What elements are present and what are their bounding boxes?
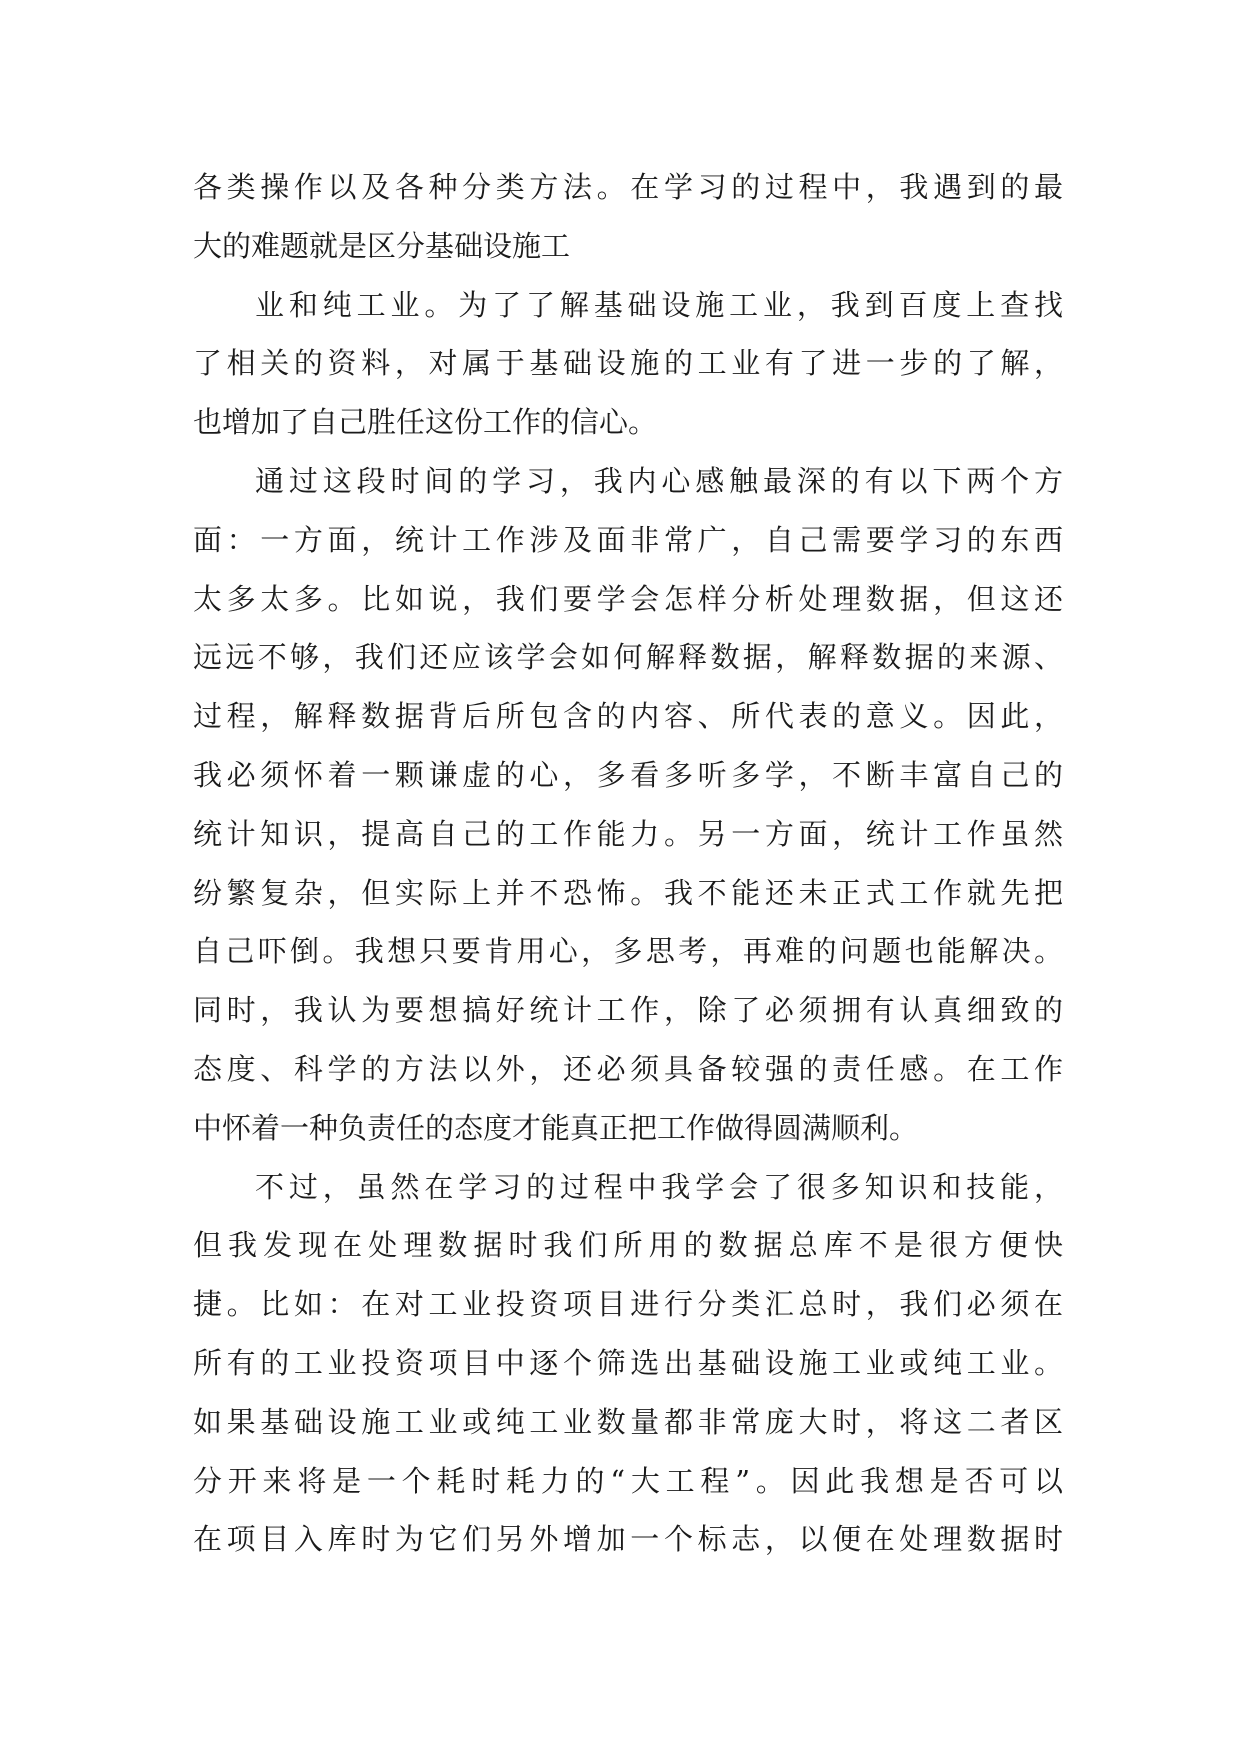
paragraph [193, 158, 1063, 276]
text-line: 如果基础设施工业或纯工业数量都非常庞大时，将这二者区 [193, 1404, 1063, 1439]
text-line: 各类操作以及各种分类方法。在学习的过程中，我遇到的最 [193, 170, 1063, 204]
text-line: 分开来将是一个耗时耗力的“大工程”。因此我想是否可以 [193, 1463, 1063, 1498]
text-line: 太多太多。比如说，我们要学会怎样分析处理数据，但这还 [193, 581, 1063, 616]
paragraph [193, 276, 1063, 452]
paragraph [193, 452, 1063, 1158]
text-line: 自己吓倒。我想只要肯用心，多思考，再难的问题也能解决。 [193, 934, 1063, 969]
text-line: 业和纯工业。为了了解基础设施工业，我到百度上查找 [255, 287, 1063, 322]
text-line: 纷繁复杂，但实际上并不恐怖。我不能还未正式工作就先把 [193, 875, 1063, 910]
text-line: 远远不够，我们还应该学会如何解释数据，解释数据的来源、 [193, 640, 1063, 675]
text-line: 我必须怀着一颗谦虚的心，多看多听多学，不断丰富自己的 [193, 757, 1063, 792]
text-line: 通过这段时间的学习，我内心感触最深的有以下两个方 [255, 463, 1063, 498]
text-line: 过程，解释数据背后所包含的内容、所代表的意义。因此， [193, 699, 1063, 734]
text-line: 态度、科学的方法以外，还必须具备较强的责任感。在工作 [193, 1051, 1063, 1086]
text-line: 大的难题就是区分基础设施工 [193, 228, 571, 263]
text-line: 所有的工业投资项目中逐个筛选出基础设施工业或纯工业。 [193, 1345, 1063, 1380]
text-line: 在项目入库时为它们另外增加一个标志，以便在处理数据时 [193, 1522, 1063, 1557]
text-line: 了相关的资料，对属于基础设施的工业有了进一步的了解， [193, 346, 1063, 381]
text-line: 但我发现在处理数据时我们所用的数据总库不是很方便快 [193, 1228, 1063, 1263]
text-line: 捷。比如：在对工业投资项目进行分类汇总时，我们必须在 [193, 1287, 1063, 1322]
text-line: 同时，我认为要想搞好统计工作，除了必须拥有认真细致的 [193, 993, 1063, 1028]
paragraph [193, 1158, 1063, 1570]
document-body [193, 158, 1063, 1569]
text-line: 面：一方面，统计工作涉及面非常广，自己需要学习的东西 [193, 522, 1063, 557]
text-line: 不过，虽然在学习的过程中我学会了很多知识和技能， [255, 1169, 1063, 1204]
text-line: 统计知识，提高自己的工作能力。另一方面，统计工作虽然 [193, 816, 1063, 851]
text-line: 也增加了自己胜任这份工作的信心。 [193, 405, 658, 440]
text-line: 中怀着一种负责任的态度才能真正把工作做得圆满顺利。 [193, 1110, 919, 1145]
